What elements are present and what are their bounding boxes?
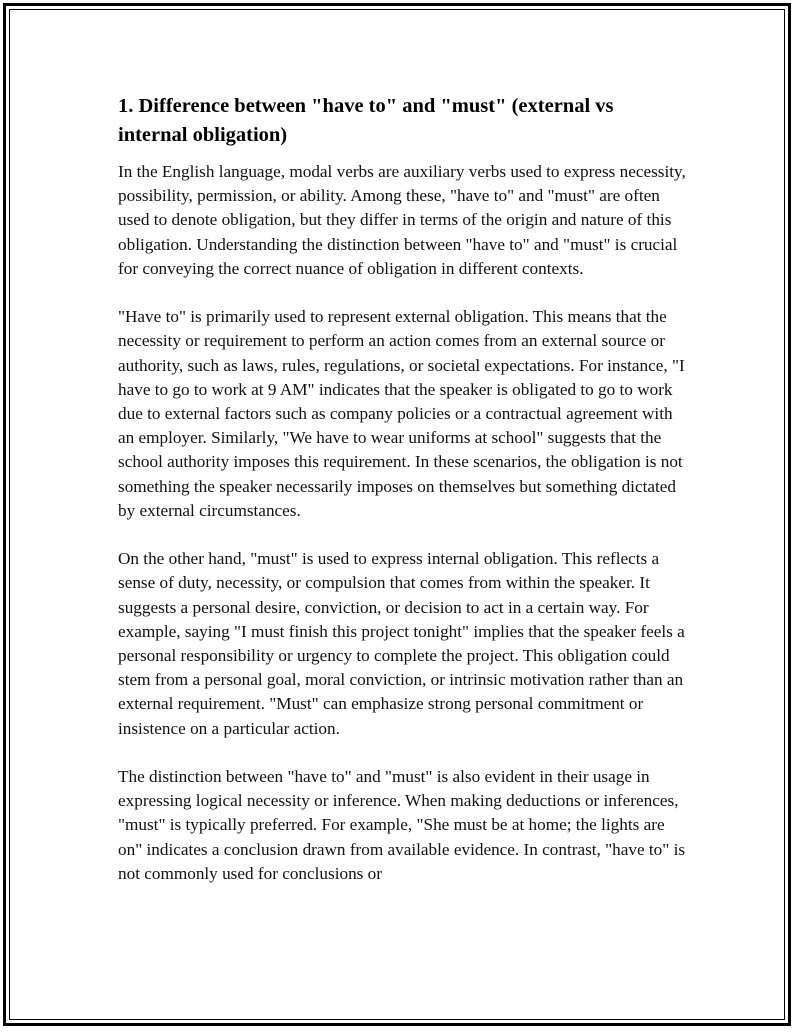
paragraph-intro: In the English language, modal verbs are auxiliary verbs used to express necessity, possibility, permission, or ability. Among these, "have to" and "must" are often used to denote obligation, but they differ in terms of the origin and nature of this obligation. Understanding the distinction between "have to" and "must" is crucial for conveying the correct nuance of obligation in different contexts.: [118, 162, 686, 278]
paragraph-logical-necessity: The distinction between "have to" and "must" is also evident in their usage in expressing logical necessity or inference. When making deductions or inferences, "must" is typically preferred. For example, "She must be at home; the lights are on" indicates a conclusion drawn from available evidence. In contrast, "have to" is not commonly used for conclusions or: [118, 767, 686, 883]
paragraph-must: On the other hand, "must" is used to express internal obligation. This reflects a sense of duty, necessity, or compulsion that comes from within the speaker. It suggests a personal desire, conviction, or decision to act in a certain way. For example, saying "I must finish this project tonight" implies that the speaker feels a personal responsibility or urgency to complete the project. This obligation could stem from a personal goal, moral conviction, or intrinsic motivation rather than an external requirement. "Must" can emphasize strong personal commitment or insistence on a particular action.: [118, 549, 685, 738]
section-heading: 1. Difference between "have to" and "must" (external vs internal obligation): [118, 95, 614, 146]
document-body: [118, 92, 688, 910]
paragraph-have-to: "Have to" is primarily used to represent external obligation. This means that the necessity or requirement to perform an action comes from an external source or authority, such as laws, rules, regulations, or societal expectations. For instance, "I have to go to work at 9 AM" indicates that the speaker is obligated to go to work due to external factors such as company policies or a contractual agreement with an employer. Similarly, "We have to wear uniforms at school" suggests that the school authority imposes this requirement. In these scenarios, the obligation is not something the speaker necessarily imposes on themselves but something dictated by external circumstances.: [118, 307, 685, 520]
